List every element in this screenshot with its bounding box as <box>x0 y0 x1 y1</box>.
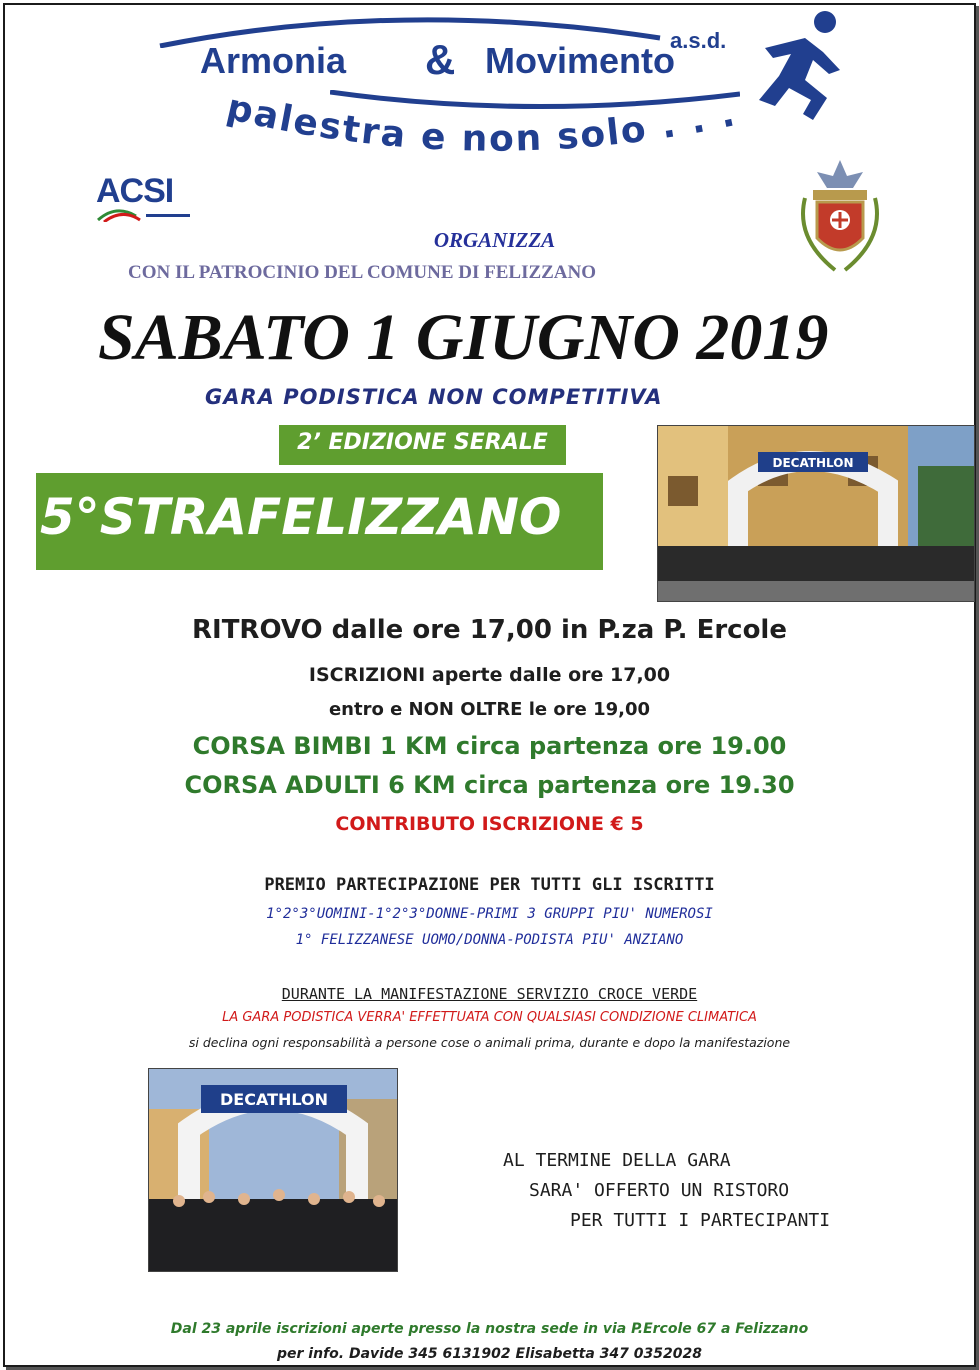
start-arch-photo <box>657 425 975 602</box>
org-asd: a.s.d. <box>670 28 727 53</box>
iscrizioni-text: ISCRIZIONI aperte dalle ore 17,00 <box>308 664 671 686</box>
acsi-logo: ACSI <box>96 172 196 232</box>
corsa-bimbi-text: CORSA BIMBI 1 KM circa partenza ore 19.00 <box>192 732 787 760</box>
org-ampersand: & <box>425 36 456 83</box>
footer-info: per info. Davide 345 6131902 Elisabetta 347 0352028 <box>277 1346 702 1362</box>
contributo-text: CONTRIBUTO ISCRIZIONE € 5 <box>335 813 644 835</box>
clima-text: LA GARA PODISTICA VERRA' EFFETTUATA CON QUALSIASI CONDIZIONE CLIMATICA <box>222 1010 757 1025</box>
svg-text:palestra e non solo . . .: palestra e non solo . . . <box>223 88 740 160</box>
corsa-adulti-text: CORSA ADULTI 6 KM circa partenza ore 19.30 <box>184 771 795 799</box>
prizes-line-1: 1°2°3°UOMINI-1°2°3°DONNE-PRIMI 3 GRUPPI PIU' NUMEROSI <box>266 906 713 922</box>
event-name: 5°STRAFELIZZANO <box>40 488 562 546</box>
footer-iscrizioni: Dal 23 aprile iscrizioni aperte presso la nostra sede in via P.Ercole 67 a Felizzano <box>170 1321 809 1337</box>
event-date: SABATO 1 GIUGNO 2019 <box>98 301 829 374</box>
org-name: Armonia <box>200 40 347 81</box>
ristoro-line-2: SARA' OFFERTO UN RISTORO <box>529 1180 790 1201</box>
event-type: GARA PODISTICA NON COMPETITIVA <box>205 385 663 409</box>
ritrovo-text: RITROVO dalle ore 17,00 in P.za P. Ercole <box>192 615 787 645</box>
croce-verde-text: DURANTE LA MANIFESTAZIONE SERVIZIO CROCE VERDE <box>281 985 698 1003</box>
crest-icon <box>795 158 885 278</box>
group-photo <box>148 1068 398 1272</box>
patrocinio-text: CON IL PATROCINIO DEL COMUNE DI FELIZZANO <box>128 262 597 283</box>
slogan <box>215 88 815 188</box>
prizes-line-2: 1° FELIZZANESE UOMO/DONNA-PODISTA PIU' ANZIANO <box>295 932 684 948</box>
responsabilita-text: si declina ogni responsabilità a persone cose o animali prima, durante e dopo la manifestazione <box>188 1035 791 1050</box>
ristoro-line-1: AL TERMINE DELLA GARA <box>503 1150 731 1171</box>
org-name-2: Movimento <box>485 40 676 81</box>
svg-text:DECATHLON: DECATHLON <box>219 1090 329 1109</box>
entro-text: entro e NON OLTRE le ore 19,00 <box>328 699 651 720</box>
svg-text:DECATHLON: DECATHLON <box>772 456 854 470</box>
organizza-label: ORGANIZZA <box>433 228 556 252</box>
premio-text: PREMIO PARTECIPAZIONE PER TUTTI GLI ISCRITTI <box>264 875 715 895</box>
edition-label: 2’ EDIZIONE SERALE <box>297 430 548 455</box>
ristoro-line-3: PER TUTTI I PARTECIPANTI <box>570 1210 831 1231</box>
